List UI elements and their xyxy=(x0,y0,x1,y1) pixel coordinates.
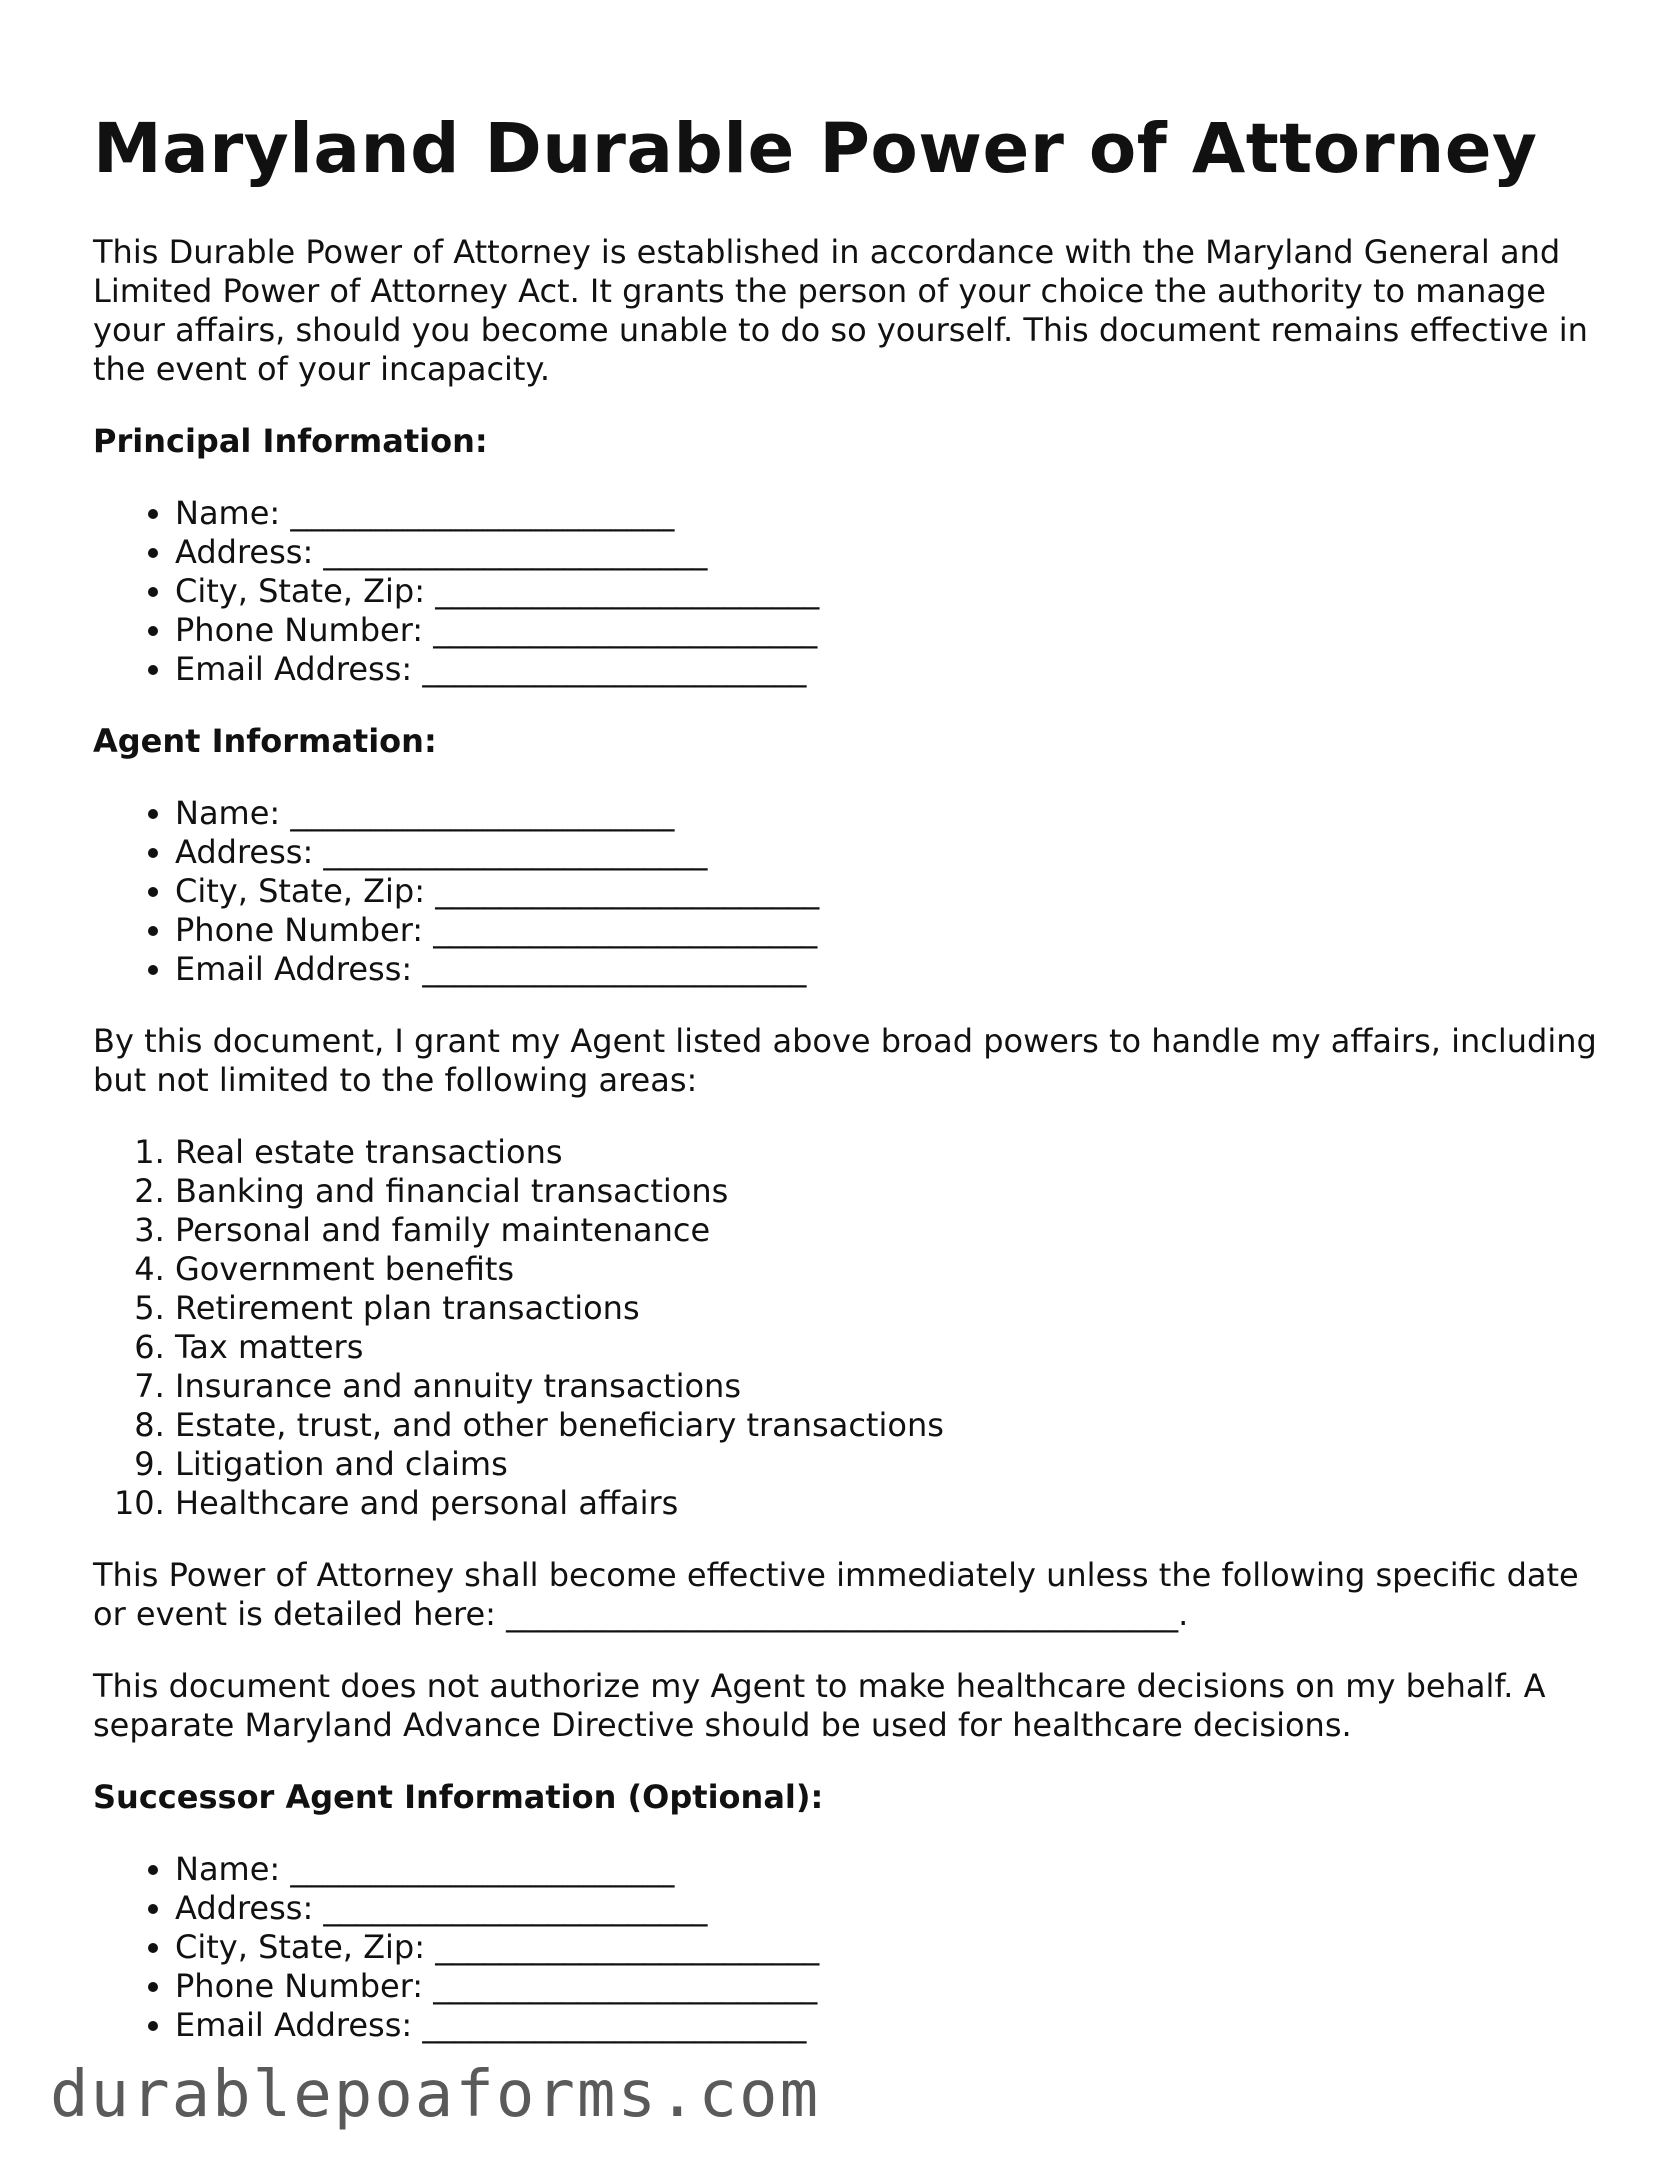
power-item: 1. Real estate transactions xyxy=(175,1133,1613,1172)
field-label: Phone Number: xyxy=(175,1966,434,2005)
effective-date-paragraph xyxy=(93,1556,1613,1634)
powers-intro-paragraph: By this document, I grant my Agent listed above broad powers to handle my affairs, including but not limited to the following areas: xyxy=(93,1021,1597,1099)
field-label: Email Address: xyxy=(175,649,423,688)
fill-in-blank[interactable]: ________________________ xyxy=(323,532,708,571)
power-item: 10. Healthcare and personal affairs xyxy=(175,1484,1613,1523)
fill-in-blank[interactable]: ________________________ xyxy=(435,871,820,910)
watermark-text: durablepoaforms.com xyxy=(50,2058,821,2132)
intro-paragraph: This Durable Power of Attorney is established in accordance with the Maryland General and Limited Power of Attorney Act. It grants the person of your choice the authority to manage your affairs, should you become unable to do so yourself. This document remains effective in the event of your incapacity. xyxy=(93,232,1588,388)
fill-in-blank[interactable]: ________________________ xyxy=(290,1849,675,1888)
successor-fields-list xyxy=(93,1850,1613,2045)
power-item: 2. Banking and financial transactions xyxy=(175,1172,1613,1211)
field-label: Address: xyxy=(175,832,324,871)
principal-fields-list xyxy=(93,494,1613,689)
power-item: 6. Tax matters xyxy=(175,1328,1613,1367)
field-label: Address: xyxy=(175,1888,324,1927)
power-item: 9. Litigation and claims xyxy=(175,1445,1613,1484)
principal-phone-field xyxy=(175,611,1613,650)
principal-address-field xyxy=(175,533,1613,572)
agent-phone-field xyxy=(175,911,1613,950)
successor-name-field xyxy=(175,1850,1613,1889)
powers-list xyxy=(93,1133,1613,1523)
field-label: Name: xyxy=(175,793,291,832)
successor-phone-field xyxy=(175,1967,1613,2006)
agent-city-state-zip-field xyxy=(175,872,1613,911)
principal-name-field xyxy=(175,494,1613,533)
field-label: Phone Number: xyxy=(175,910,434,949)
fill-in-blank[interactable]: ________________________ xyxy=(422,949,807,988)
field-label: Name: xyxy=(175,1849,291,1888)
fill-in-blank[interactable]: ________________________ xyxy=(433,610,818,649)
fill-in-blank[interactable]: ________________________ xyxy=(435,571,820,610)
principal-heading: Principal Information: xyxy=(93,421,488,460)
power-item: 3. Personal and family maintenance xyxy=(175,1211,1613,1250)
agent-email-field xyxy=(175,950,1613,989)
power-item: 5. Retirement plan transactions xyxy=(175,1289,1613,1328)
fill-in-blank[interactable]: ________________________ xyxy=(422,2005,807,2044)
document-title: Maryland Durable Power of Attorney xyxy=(93,109,1538,189)
principal-city-state-zip-field xyxy=(175,572,1613,611)
field-label: Address: xyxy=(175,532,324,571)
fill-in-blank[interactable]: ________________________ xyxy=(290,793,675,832)
fill-in-blank[interactable]: ________________________ xyxy=(422,649,807,688)
agent-fields-list xyxy=(93,794,1613,989)
effective-end: . xyxy=(1178,1594,1189,1633)
field-label: Name: xyxy=(175,493,291,532)
field-label: City, State, Zip: xyxy=(175,1927,436,1966)
agent-name-field xyxy=(175,794,1613,833)
field-label: City, State, Zip: xyxy=(175,571,436,610)
fill-in-blank[interactable]: ________________________ xyxy=(290,493,675,532)
fill-in-blank[interactable]: ________________________ xyxy=(435,1927,820,1966)
effective-date-blank[interactable]: __________________________________________ xyxy=(506,1594,1179,1633)
fill-in-blank[interactable]: ________________________ xyxy=(433,910,818,949)
effective-text: This Power of Attorney shall become effective immediately unless the following specific date or event is detailed here: xyxy=(93,1555,1579,1633)
agent-heading: Agent Information: xyxy=(93,721,437,760)
principal-email-field xyxy=(175,650,1613,689)
power-item: 7. Insurance and annuity transactions xyxy=(175,1367,1613,1406)
field-label: Email Address: xyxy=(175,949,423,988)
power-item: 4. Government benefits xyxy=(175,1250,1613,1289)
document-page xyxy=(93,108,1613,2078)
successor-email-field xyxy=(175,2006,1613,2045)
field-label: Phone Number: xyxy=(175,610,434,649)
healthcare-note-paragraph: This document does not authorize my Agent to make healthcare decisions on my behalf. A separate Maryland Advance Directive should be used for healthcare decisions. xyxy=(93,1666,1546,1744)
field-label: City, State, Zip: xyxy=(175,871,436,910)
fill-in-blank[interactable]: ________________________ xyxy=(433,1966,818,2005)
fill-in-blank[interactable]: ________________________ xyxy=(323,832,708,871)
successor-city-state-zip-field xyxy=(175,1928,1613,1967)
agent-address-field xyxy=(175,833,1613,872)
fill-in-blank[interactable]: ________________________ xyxy=(323,1888,708,1927)
field-label: Email Address: xyxy=(175,2005,423,2044)
power-item: 8. Estate, trust, and other beneficiary transactions xyxy=(175,1406,1613,1445)
successor-address-field xyxy=(175,1889,1613,1928)
successor-heading: Successor Agent Information (Optional): xyxy=(93,1777,824,1816)
